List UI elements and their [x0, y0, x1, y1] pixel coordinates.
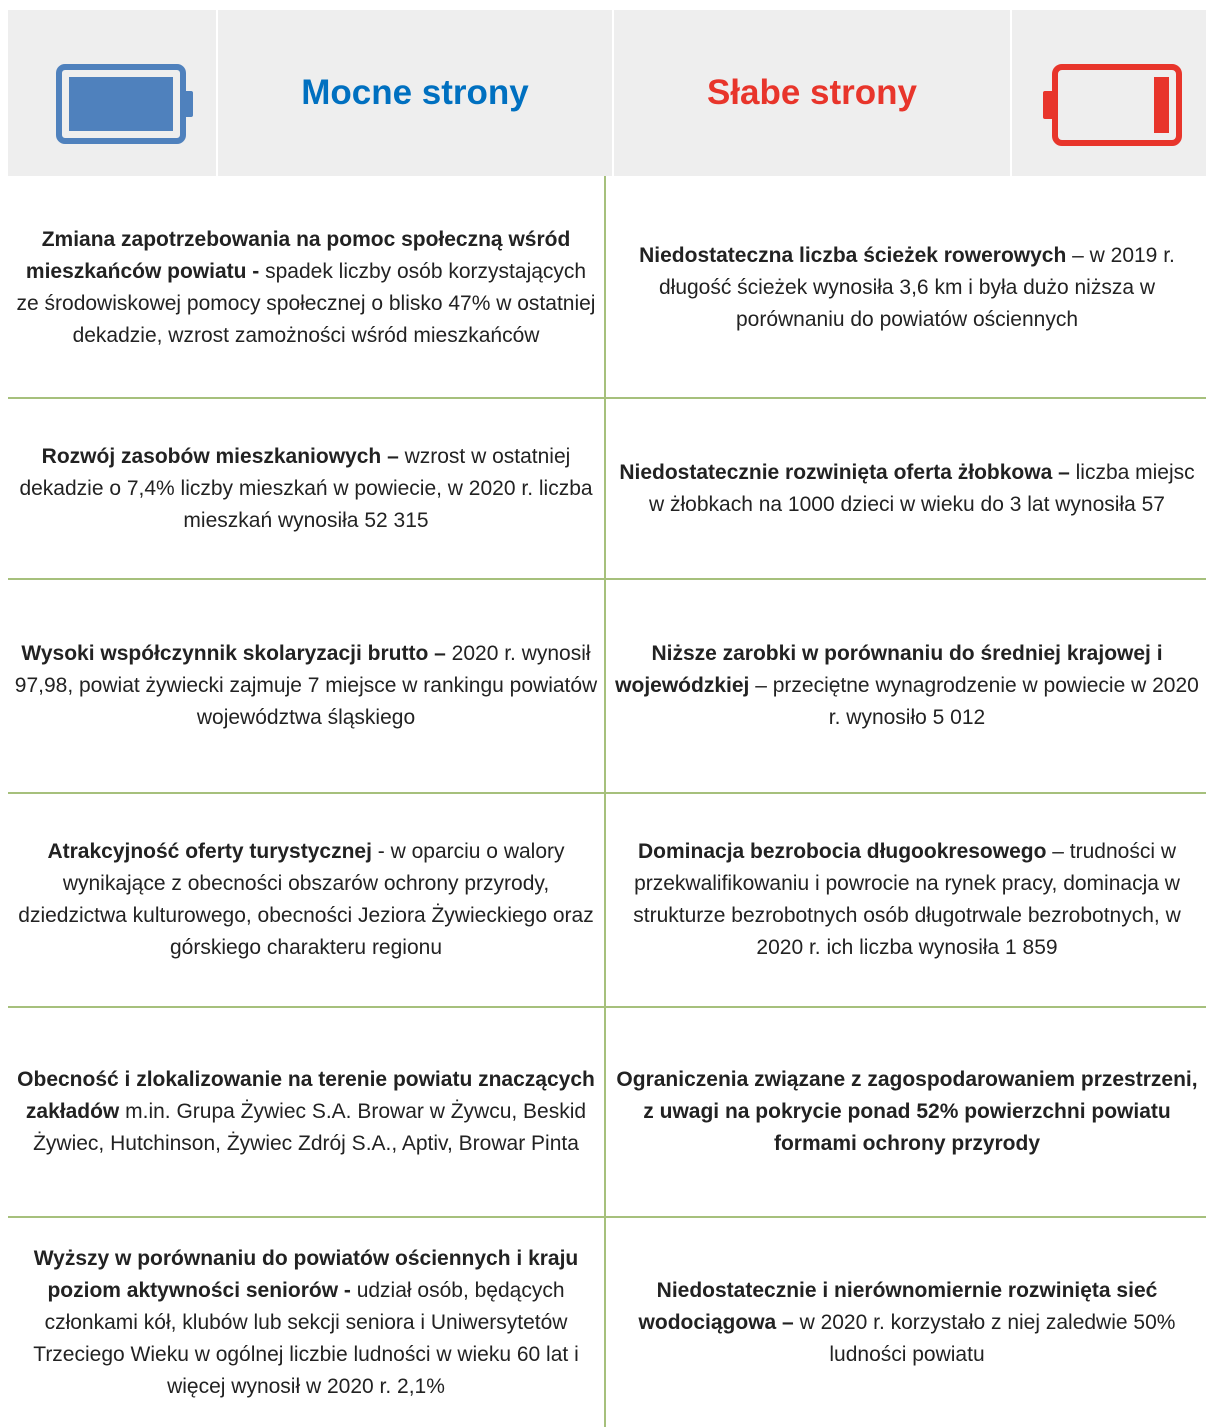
strength-heading: Atrakcyjność oferty turystycznej [47, 840, 372, 863]
weakness-cell [608, 580, 1206, 792]
table-row [8, 178, 1206, 397]
weakness-cell [608, 178, 1206, 397]
table-row [8, 794, 1206, 1006]
table-row [8, 399, 1206, 578]
strength-cell [8, 580, 604, 792]
strength-heading: Rozwój zasobów mieszkaniowych – [41, 444, 405, 468]
weakness-cell [608, 1008, 1206, 1216]
weakness-description: – w 2019 r. długość ścieżek wynosiła 3,6 km i była dużo niższa w porównaniu do powiatów ościennych [658, 243, 1175, 331]
strength-description: m.in. Grupa Żywiec S.A. Browar w Żywcu, Beskid Żywiec, Hutchinson, Żywiec Zdrój S.A., Aptiv, Browar Pinta [33, 1100, 587, 1155]
strength-heading: Zmiana zapotrzebowania na pomoc społeczną wśród mieszkańców powiatu - [25, 227, 571, 283]
strength-cell [8, 1218, 604, 1427]
battery-low-icon [1040, 64, 1184, 148]
strength-description: udział osób, będących członkami kół, klubów lub sekcji seniora i Uniwersytetów Trzeciego Wieku w ogólnej liczbie ludności w wieku 60 lat i więcej wynosił w 2020 r. 2,1% [33, 1278, 579, 1398]
table-row [8, 580, 1206, 792]
weakness-cell [608, 399, 1206, 578]
weakness-cell [608, 794, 1206, 1006]
weakness-heading: Niedostatecznie rozwinięta oferta żłobkowa – [619, 460, 1076, 484]
weakness-cell [608, 1218, 1206, 1427]
weakness-description: – przeciętne wynagrodzenie w powiecie w 2020 r. wynosiło 5 012 [749, 674, 1199, 729]
weakness-heading: Niedostateczna liczba ścieżek rowerowych [639, 243, 1067, 267]
weakness-description: liczba miejsc w żłobkach na 1000 dzieci w wieku do 3 lat wynosiła 57 [649, 460, 1195, 516]
swot-header [8, 10, 1206, 176]
strength-cell [8, 178, 604, 397]
weakness-heading: Dominacja bezrobocia długookresowego [638, 840, 1047, 863]
strength-heading: Obecność i zlokalizowanie na terenie powiatu znaczących zakładów [17, 1068, 595, 1123]
strength-description: spadek liczby osób korzystających ze środowiskowej pomocy społecznej o blisko 47% w ostatniej dekadzie, wzrost zamożności wśród mieszkańców [16, 259, 596, 347]
strength-description: 2020 r. wynosił 97,98, powiat żywiecki zajmuje 7 miejsce w rankingu powiatów województwa śląskiego [14, 642, 598, 729]
weaknesses-title: Słabe strony [706, 73, 918, 112]
strength-cell [8, 1008, 604, 1216]
weakness-description: w 2020 r. korzystało z niej zaledwie 50% ludności powiatu [799, 1310, 1176, 1366]
strength-description: wzrost w ostatniej dekadzie o 7,4% liczby mieszkań w powiecie, w 2020 r. liczba mieszkań wynosiła 52 315 [19, 444, 593, 532]
strength-heading: Wysoki współczynnik skolaryzacji brutto – [21, 642, 452, 665]
strengths-title: Mocne strony [301, 73, 529, 112]
strength-description: - w oparciu o walory wynikające z obecności obszarów ochrony przyrody, dziedzictwa kulturowego, obecności Jeziora Żywieckiego oraz górskiego charakteru regionu [18, 840, 594, 959]
weakness-heading: Niższe zarobki w porównaniu do średniej krajowej i wojewódzkiej [615, 642, 1163, 697]
battery-full-icon [56, 64, 196, 144]
strength-cell [8, 399, 604, 578]
strength-cell [8, 794, 604, 1006]
weakness-heading: Ograniczenia związane z zagospodarowaniem przestrzeni, z uwagi na pokrycie ponad 52% powierzchni powiatu formami ochrony przyrody [616, 1068, 1198, 1155]
weakness-description: – trudności w przekwalifikowaniu i powrocie na rynek pracy, dominacja w strukturze bezrobotnych osób długotrwale bezrobotnych, w 2020 r. ich liczba wynosiła 1 859 [633, 840, 1181, 959]
weakness-heading: Niedostatecznie i nierównomiernie rozwinięta sieć wodociągowa – [638, 1278, 1158, 1334]
table-row [8, 1218, 1206, 1427]
strength-heading: Wyższy w porównaniu do powiatów ościennych i kraju poziom aktywności seniorów - [33, 1246, 579, 1302]
header-divider [1010, 10, 1012, 176]
table-row [8, 1008, 1206, 1216]
